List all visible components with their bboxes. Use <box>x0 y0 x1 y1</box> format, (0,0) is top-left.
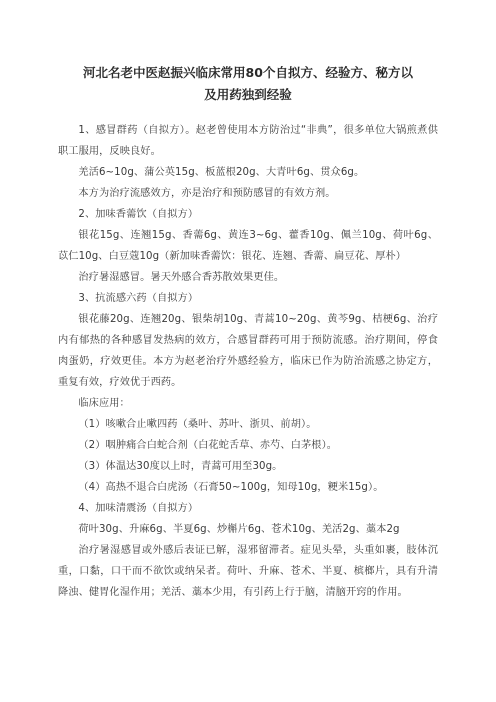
clinical-application-item-2: （2）咽肿痛合白蛇合剂（白花蛇舌草、赤芍、白茅根）。 <box>78 440 338 451</box>
paragraph-3-formula: 银花藤20g、连翘20g、银柴胡10g、青蒿10~20g、黄芩9g、桔梗6g、治疗内有郁热的各种感冒发热病的效方，合感冒群药可用于预防流感。治疗期间，停食肉蛋奶，疗效更佳。本方为赵老治疗外感经验方，临床已作为防治流感之协定方，重复有效，疗效优于西药。 <box>58 314 438 388</box>
paragraph-2-formula: 银花15g、连翘15g、香薷6g、黄连3~6g、藿香10g、佩兰10g、荷叶6g、苡仁10g、白豆蔻10g（新加味香薷饮：银花、连翘、香薷、扁豆花、厚朴） <box>58 230 438 262</box>
paragraph-3-heading: 3、抗流感六药（自拟方） <box>78 293 199 304</box>
document-title <box>58 62 438 106</box>
clinical-application-heading: 临床应用： <box>78 398 130 409</box>
title-line-2: 及用药独到经验 <box>204 87 292 102</box>
document-body <box>58 120 438 603</box>
paragraph-2-heading: 2、加味香薷饮（自拟方） <box>78 209 199 220</box>
paragraph-4-usage: 治疗暑湿感冒或外感后表证已解，湿邪留滞者。症见头晕，头重如裹，肢体沉重，口黏，口干而不欲饮或纳呆者。荷叶、升麻、苍术、半夏、槟榔片，具有升清降浊、健胃化湿作用；羌活、藁本少用，有引药上行于脑，清脑开窍的作用。 <box>58 545 438 598</box>
clinical-application-item-4: （4）高热不退合白虎汤（石膏50~100g，知母10g，粳米15g）。 <box>78 482 384 493</box>
paragraph-1-usage: 本方为治疗流感效方，亦是治疗和预防感冒的有效方剂。 <box>78 188 336 199</box>
clinical-application-item-1: （1）咳嗽合止嗽四药（桑叶、苏叶、浙贝、前胡）。 <box>78 419 317 430</box>
paragraph-4-formula: 荷叶30g、升麻6g、半夏6g、炒槲片6g、苍术10g、羌活2g、藁本2g <box>78 524 400 535</box>
paragraph-1-heading: 1、感冒群药（自拟方）。赵老曾使用本方防治过“非典”，很多单位大锅煎煮供职工服用，反映良好。 <box>58 125 438 157</box>
paragraph-4-heading: 4、加味清震汤（自拟方） <box>78 503 199 514</box>
clinical-application-item-3: （3）体温达30度以上时，青蒿可用至30g。 <box>78 461 283 472</box>
paragraph-1-formula: 羌活6~10g、蒲公英15g、板蓝根20g、大青叶6g、贯众6g。 <box>78 167 365 178</box>
paragraph-2-usage: 治疗暑湿感冒。暑天外感合香苏散效果更佳。 <box>78 272 285 283</box>
title-line-1: 河北名老中医赵振兴临床常用80个自拟方、经验方、秘方以 <box>83 65 413 80</box>
